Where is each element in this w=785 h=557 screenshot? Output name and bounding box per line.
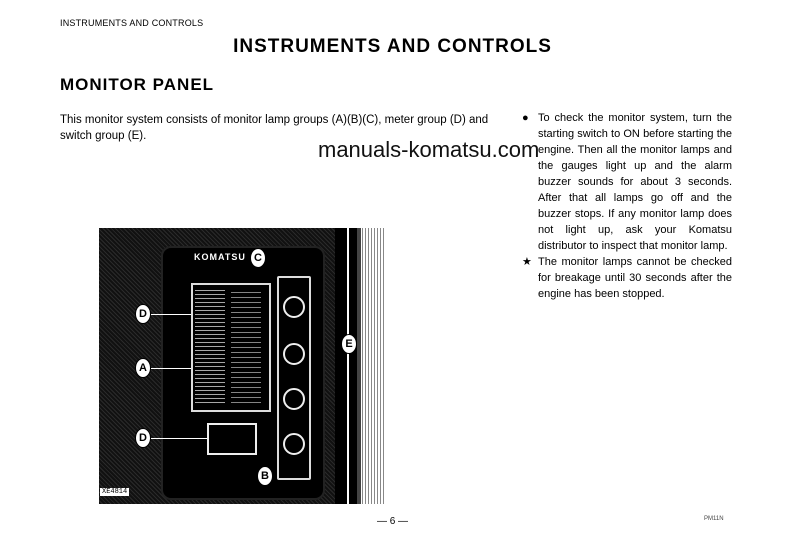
star-icon: ★ [522, 256, 532, 268]
monitor-panel-photo [99, 228, 335, 504]
switch-knob-icon [283, 388, 305, 410]
lamp-group-left [195, 288, 225, 403]
service-meter [207, 423, 257, 455]
figure-id: XE4814 [102, 488, 128, 496]
watermark: manuals-komatsu.com [318, 137, 540, 162]
callout-d-upper: D [135, 304, 151, 324]
page-title: INSTRUMENTS AND CONTROLS [233, 36, 552, 57]
page-number: — 6 — [376, 516, 409, 527]
callout-d-lower: D [135, 428, 151, 448]
running-header: INSTRUMENTS AND CONTROLS [60, 18, 204, 28]
leader-line [151, 438, 207, 439]
wiper-switch-icon [283, 433, 305, 455]
callout-b: B [257, 466, 273, 486]
footer-code: PM11N [704, 516, 724, 522]
callout-a: A [135, 358, 151, 378]
switch-knob-icon [283, 343, 305, 365]
bullet-icon: ● [522, 112, 529, 124]
switch-knob-icon [283, 296, 305, 318]
brand-label: KOMATSU [194, 252, 246, 262]
note-text: To check the monitor system, turn the starting switch to ON before starting the engine. Then all the monitor lamps and the gauges light up and the alarm buzzer sounds for about 3 seconds. After that all lamps go off and the buzzer stops. If any monitor lamp does not light up, ask your Komatsu distributor to inspect that monitor lamp. [538, 112, 732, 252]
intro-paragraph: This monitor system consists of monitor lamp groups (A)(B)(C), meter group (D) and switch group (E). [60, 114, 489, 142]
notes-list [522, 110, 732, 302]
leader-line [151, 368, 191, 369]
callout-e: E [341, 334, 357, 354]
callout-c: C [250, 248, 266, 268]
lamp-group-right [231, 288, 261, 403]
note-text: The monitor lamps cannot be checked for breakage until 30 seconds after the engine has been stopped. [538, 256, 732, 300]
leader-line [151, 314, 191, 315]
note-item [522, 254, 732, 302]
photo-side-frame [335, 228, 385, 504]
note-item [522, 110, 732, 254]
section-title: MONITOR PANEL [60, 75, 215, 94]
